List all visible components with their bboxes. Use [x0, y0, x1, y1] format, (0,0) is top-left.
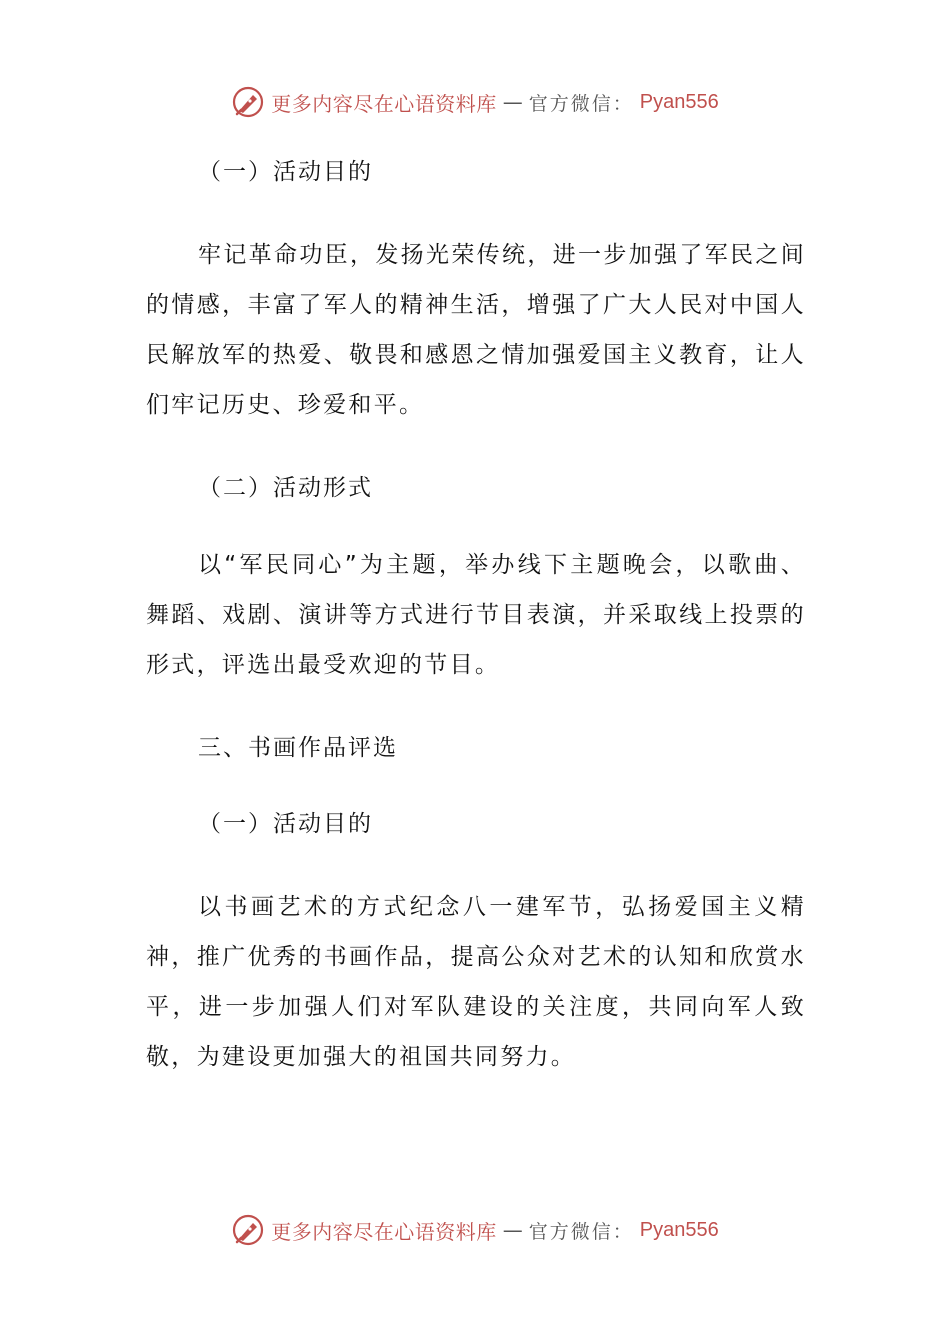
section-3-heading: 三、书画作品评选 [198, 735, 398, 761]
section-3-sub-heading: （一）活动目的 [198, 811, 373, 837]
document-body [146, 148, 806, 1082]
header-separator: — [502, 90, 523, 114]
footer-banner [0, 1210, 950, 1250]
section-2-paragraph: 以“军民同心”为主题，举办线下主题晚会，以歌曲、舞蹈、戏剧、演讲等方式进行节目表演，并采取线上投票的形式，评选出最受欢迎的节目。 [146, 552, 806, 678]
section-1-paragraph: 牢记革命功臣，发扬光荣传统，进一步加强了军民之间的情感，丰富了军人的精神生活，增强了广大人民对中国人民解放军的热爱、敬畏和感恩之情加强爱国主义教育，让人们牢记历史、珍爱和平。 [146, 242, 806, 418]
header-banner [0, 82, 950, 122]
header-wechat-id: Pyan556 [639, 90, 719, 113]
footer-brand-text: 更多内容尽在心语资料库 [271, 1219, 497, 1244]
pen-nib-logo-icon [231, 1213, 265, 1247]
header-official-label: 官方微信： [528, 92, 634, 115]
footer-separator: — [502, 1218, 523, 1242]
footer-wechat-id: Pyan556 [639, 1218, 719, 1241]
section-1-heading: （一）活动目的 [198, 159, 373, 185]
section-3-paragraph: 以书画艺术的方式纪念八一建军节，弘扬爱国主义精神，推广优秀的书画作品，提高公众对艺术的认知和欣赏水平，进一步加强人们对军队建设的关注度，共同向军人致敬，为建设更加强大的祖国共同努力。 [146, 894, 806, 1070]
header-brand-text: 更多内容尽在心语资料库 [271, 91, 497, 116]
pen-nib-logo-icon [231, 85, 265, 119]
section-2-heading: （二）活动形式 [198, 475, 373, 501]
footer-official-label: 官方微信： [528, 1220, 634, 1243]
